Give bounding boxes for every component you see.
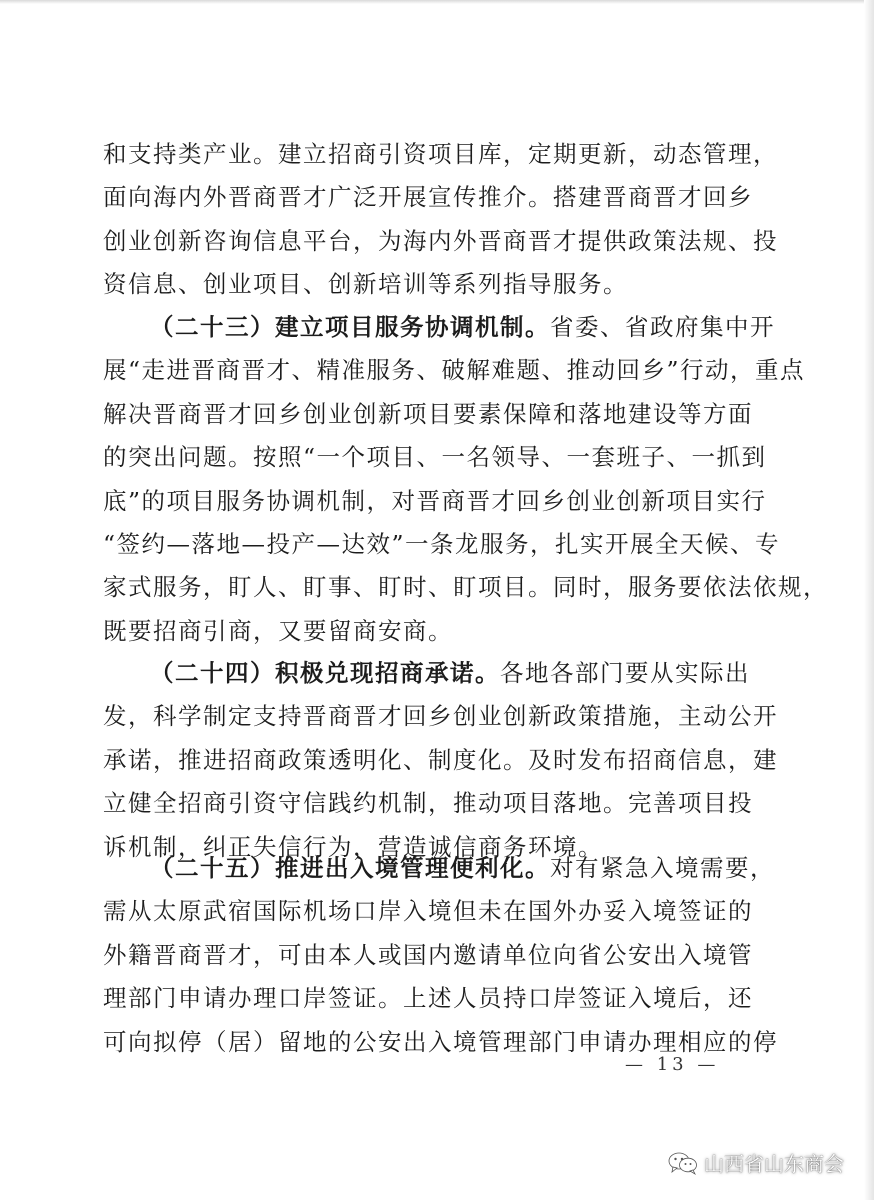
text-line: 展“走进晋商晋才、精准服务、破解难题、推动回乡”行动，重点 [103,356,806,385]
text-run: 各地各部门要从实际出 [500,659,750,687]
paragraph-first-line [103,847,775,890]
wechat-icon [668,1151,698,1175]
text-line: 既要招商引商，又要留商安商。 [103,616,453,645]
text-line: 的突出问题。按照“一个项目、一名领导、一套班子、一抓到 [103,443,767,472]
text-line: 家式服务，盯人、盯事、盯时、盯项目。同时，服务要依法依规， [103,573,828,602]
text-line: 外籍晋商晋才，可由本人或国内邀请单位向省公安出入境管 [103,940,753,969]
text-line: 承诺，推进招商政策透明化、制度化。及时发布招商信息，建 [103,745,778,774]
page-number: — 13 — [625,1054,720,1075]
text-run: 对有紧急入境需要， [550,854,775,882]
paragraph-first-line [103,306,775,349]
text-line: 理部门申请办理口岸签证。上述人员持口岸签证入境后，还 [103,984,753,1013]
section-heading-23: （二十三）建立项目服务协调机制。 [150,313,550,341]
text-line: 立健全招商引资守信践约机制，推动项目落地。完善项目投 [103,789,753,818]
watermark-text: 山西省山东商会 [704,1152,844,1176]
text-line: 资信息、创业项目、创新培训等系列指导服务。 [103,270,628,299]
paragraph-first-line [103,652,750,695]
text-line: “签约—落地—投产—达效”一条龙服务，扎实开展全天候、专 [103,529,781,558]
text-line: 发，科学制定支持晋商晋才回乡创业创新政策措施，主动公开 [103,702,778,731]
text-line: 底”的项目服务协调机制，对晋商晋才回乡创业创新项目实行 [103,486,767,515]
text-line: 和支持类产业。建立招商引资项目库，定期更新，动态管理， [103,140,778,168]
watermark [668,1148,844,1177]
text-line: 诉机制，纠正失信行为，营造诚信商务环境。 [103,832,603,861]
text-line: 解决晋商晋才回乡创业创新项目要素保障和落地建设等方面 [103,399,753,428]
section-heading-24: （二十四）积极兑现招商承诺。 [150,659,500,687]
paragraph-2 [103,306,828,653]
text-line: 面向海内外晋商晋才广泛开展宣传推介。搭建晋商晋才回乡 [103,183,753,212]
text-line: 需从太原武宿国际机场口岸入境但未在国外办妥入境签证的 [103,897,753,926]
section-heading-25: （二十五）推进出入境管理便利化。 [150,854,550,882]
text-line: 可向拟停（居）留地的公安出入境管理部门申请办理相应的停 [103,1027,778,1056]
paragraph-1 [103,133,778,307]
paragraph-4 [103,847,778,1064]
text-line: 创业创新咨询信息平台，为海内外晋商晋才提供政策法规、投 [103,226,778,255]
text-run: 省委、省政府集中开 [550,313,775,341]
